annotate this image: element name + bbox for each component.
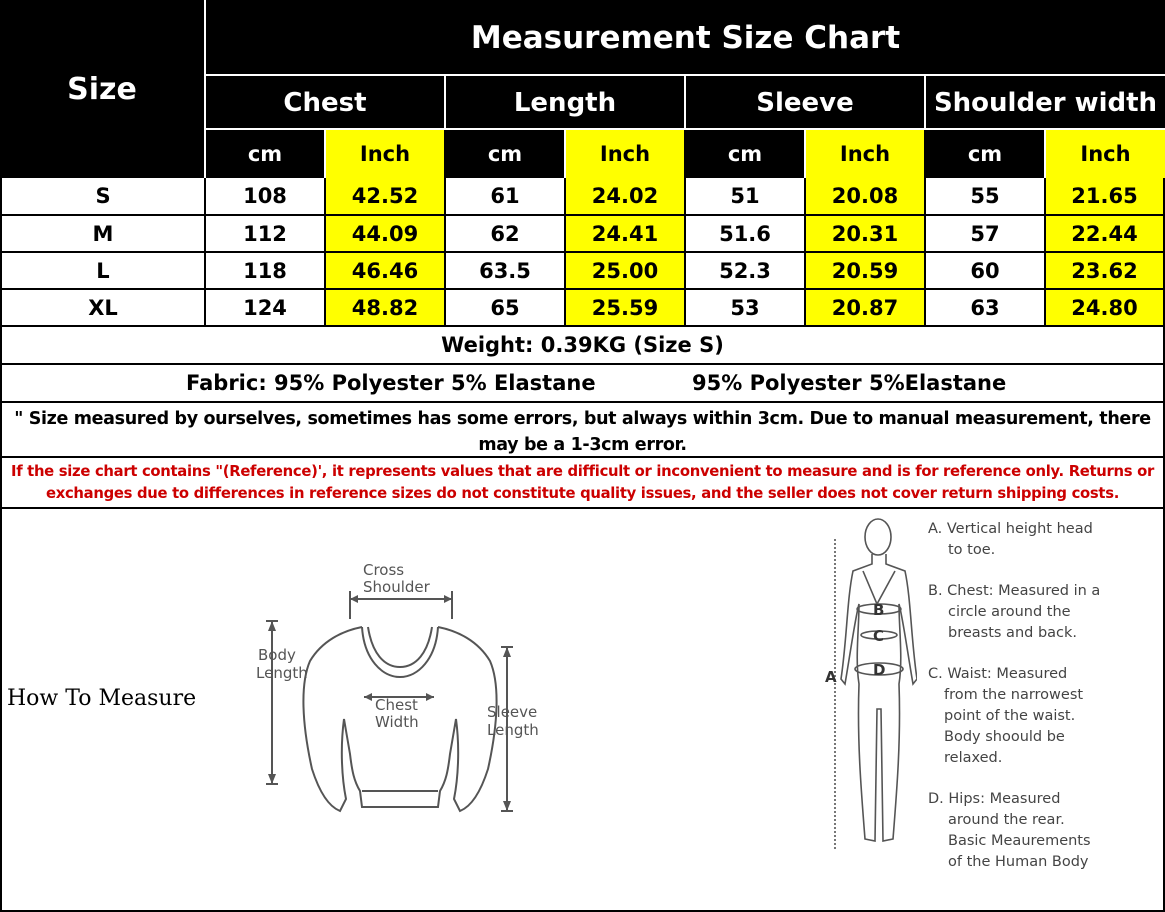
note-line: A. Vertical height head xyxy=(928,521,1093,537)
inch-value-cell: 20.59 xyxy=(806,253,926,290)
cm-value-cell: 57 xyxy=(926,216,1046,253)
group-chest-label: Chest xyxy=(283,88,367,118)
cm-value-cell: 55 xyxy=(926,178,1046,216)
unit-header xyxy=(1046,130,1165,178)
body-note-c xyxy=(928,664,1158,769)
group-shoulder xyxy=(926,76,1165,130)
body-note-d xyxy=(928,789,1158,873)
note-line: of the Human Body xyxy=(948,854,1089,870)
note-line: to toe. xyxy=(948,542,996,558)
inch-value-cell: 23.62 xyxy=(1046,253,1165,290)
chart-title-text: Measurement Size Chart xyxy=(470,20,901,56)
group-length xyxy=(446,76,686,130)
fabric-right: 95% Polyester 5%Elastane xyxy=(692,371,1007,395)
body-note-a xyxy=(928,519,1158,561)
cm-value-cell: 108 xyxy=(206,178,326,216)
unit-header xyxy=(446,130,566,178)
inch-value-cell: 24.41 xyxy=(566,216,686,253)
inch-value-cell: 20.31 xyxy=(806,216,926,253)
inch-value-cell: 24.02 xyxy=(566,178,686,216)
cm-value-cell: 53 xyxy=(686,290,806,327)
sleeve-length-label-1: Sleeve xyxy=(487,703,538,721)
body-label-c: C xyxy=(873,627,885,645)
unit-header xyxy=(686,130,806,178)
body-length-label-2: Length xyxy=(256,664,308,682)
unit-cm: cm xyxy=(967,142,1003,166)
group-sleeve-label: Sleeve xyxy=(756,88,854,118)
note-line: circle around the xyxy=(948,604,1071,620)
note-line: Body shoould be xyxy=(944,729,1065,745)
measurement-note xyxy=(0,403,1165,458)
fabric-left: Fabric: 95% Polyester 5% Elastane xyxy=(186,371,596,395)
reference-disclaimer-text: If the size chart contains "(Reference)', it represents values that are difficult or inconvenient to measure and is for reference only. Returns or exchanges due to differences in reference sizes do not constitute quality issues, and the seller does not cover return shipping costs. xyxy=(10,463,1154,502)
sleeve-length-label-2: Length xyxy=(487,721,539,739)
cm-value-cell: 61 xyxy=(446,178,566,216)
weight-row xyxy=(0,327,1165,365)
cm-value-cell: 65 xyxy=(446,290,566,327)
chest-width-label-1: Chest xyxy=(375,696,418,714)
how-to-measure-panel xyxy=(0,509,1165,912)
unit-inch: Inch xyxy=(359,142,411,166)
size-cell: S xyxy=(0,178,206,216)
size-header xyxy=(0,0,206,178)
inch-value-cell: 20.08 xyxy=(806,178,926,216)
inch-value-cell: 21.65 xyxy=(1046,178,1165,216)
note-line: breasts and back. xyxy=(948,625,1078,641)
inch-value-cell: 25.00 xyxy=(566,253,686,290)
how-to-measure-label: How To Measure xyxy=(7,686,197,711)
note-line: from the narrowest xyxy=(944,687,1084,703)
inch-value-cell: 25.59 xyxy=(566,290,686,327)
unit-cm: cm xyxy=(487,142,523,166)
inch-value-cell: 42.52 xyxy=(326,178,446,216)
unit-header xyxy=(806,130,926,178)
unit-header xyxy=(206,130,326,178)
group-chest xyxy=(206,76,446,130)
inch-value-cell: 46.46 xyxy=(326,253,446,290)
chest-width-label-2: Width xyxy=(375,713,419,731)
note-line: C. Waist: Measured xyxy=(928,666,1068,682)
cross-shoulder-label-1: Cross xyxy=(363,561,405,579)
note-line: relaxed. xyxy=(944,750,1003,766)
unit-header xyxy=(926,130,1046,178)
unit-header xyxy=(326,130,446,178)
cm-value-cell: 112 xyxy=(206,216,326,253)
body-label-a: A xyxy=(825,668,837,686)
size-header-label: Size xyxy=(67,71,137,107)
note-line: Basic Meaurements xyxy=(948,833,1091,849)
unit-inch: Inch xyxy=(1080,142,1131,166)
weight-text: Weight: 0.39KG (Size S) xyxy=(441,333,724,357)
inch-value-cell: 48.82 xyxy=(326,290,446,327)
cm-value-cell: 63 xyxy=(926,290,1046,327)
cm-value-cell: 60 xyxy=(926,253,1046,290)
note-line: B. Chest: Measured in a xyxy=(928,583,1101,599)
chart-title xyxy=(206,0,1165,76)
size-cell: L xyxy=(0,253,206,290)
inch-value-cell: 20.87 xyxy=(806,290,926,327)
unit-cm: cm xyxy=(247,142,283,166)
fabric-row xyxy=(0,365,1165,403)
unit-inch: Inch xyxy=(599,142,651,166)
size-cell: M xyxy=(0,216,206,253)
note-line: D. Hips: Measured xyxy=(928,791,1061,807)
size-cell: XL xyxy=(0,290,206,327)
inch-value-cell: 44.09 xyxy=(326,216,446,253)
note-line: point of the waist. xyxy=(944,708,1076,724)
shirt-diagram xyxy=(242,549,562,839)
body-label-d: D xyxy=(873,661,886,679)
body-figure-diagram xyxy=(817,509,917,859)
group-length-label: Length xyxy=(513,88,617,118)
reference-disclaimer xyxy=(0,458,1165,509)
measurement-note-text: " Size measured by ourselves, sometimes has some errors, but always within 3cm. Due to manual measurement, there may be a 1-3cm error. xyxy=(14,409,1151,455)
cross-shoulder-label-2: Shoulder xyxy=(363,578,430,596)
unit-inch: Inch xyxy=(839,142,891,166)
cm-value-cell: 52.3 xyxy=(686,253,806,290)
inch-value-cell: 22.44 xyxy=(1046,216,1165,253)
body-label-b: B xyxy=(873,601,885,619)
group-shoulder-label: Shoulder width xyxy=(933,88,1158,118)
cm-value-cell: 63.5 xyxy=(446,253,566,290)
cm-value-cell: 51 xyxy=(686,178,806,216)
note-line: around the rear. xyxy=(948,812,1065,828)
unit-header xyxy=(566,130,686,178)
cm-value-cell: 118 xyxy=(206,253,326,290)
inch-value-cell: 24.80 xyxy=(1046,290,1165,327)
cm-value-cell: 124 xyxy=(206,290,326,327)
cm-value-cell: 62 xyxy=(446,216,566,253)
group-sleeve xyxy=(686,76,926,130)
body-length-label-1: Body xyxy=(258,646,296,664)
cm-value-cell: 51.6 xyxy=(686,216,806,253)
body-note-b xyxy=(928,581,1158,644)
unit-cm: cm xyxy=(727,142,763,166)
